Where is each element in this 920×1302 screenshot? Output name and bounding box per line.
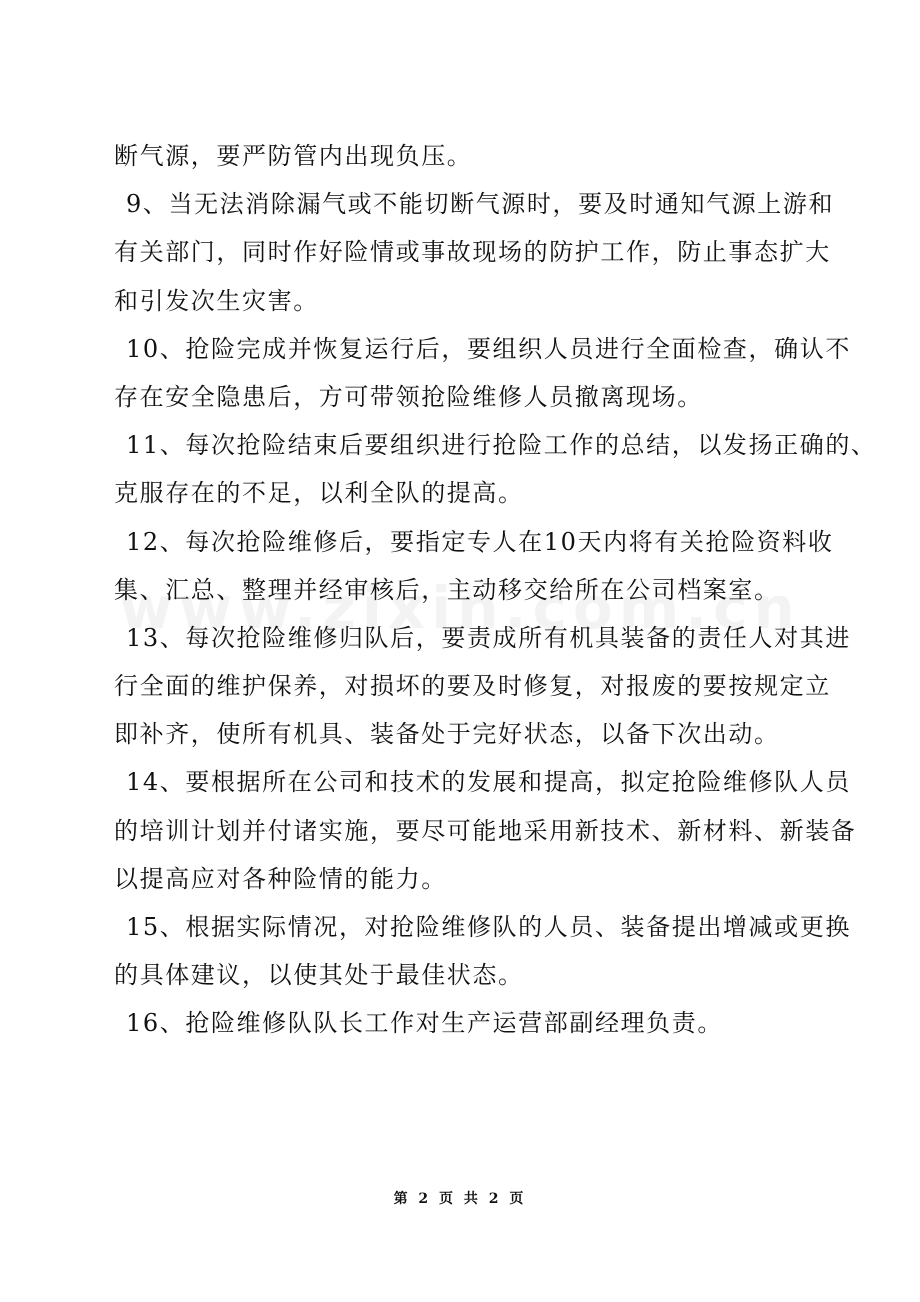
text-line: 16、抢险维修队队长工作对生产运营部副经理负责。 <box>126 1009 723 1038</box>
text-line: 集、汇总、整理并经审核后，主动移交给所在公司档案室。 <box>114 575 780 604</box>
text-line: 行全面的维护保养，对损坏的要及时修复，对报废的要按规定立 <box>114 672 831 701</box>
text-line: 和引发次生灾害。 <box>114 286 319 315</box>
text-line: 10、抢险完成并恢复运行后，要组织人员进行全面检查，确认不 <box>126 334 851 363</box>
text-line: 13、每次抢险维修归队后，要责成所有机具装备的责任人对其进 <box>126 623 851 652</box>
page-footer: 第 2 页 共 2 页 <box>393 1191 527 1207</box>
text-line: 即补齐，使所有机具、装备处于完好状态，以备下次出动。 <box>114 720 780 749</box>
text-line: 9、当无法消除漏气或不能切断气源时，要及时通知气源上游和 <box>126 190 835 219</box>
text-line: 15、根据实际情况，对抢险维修队的人员、装备提出增减或更换 <box>126 913 851 941</box>
text-line: 12、每次抢险维修后，要指定专人在10天内将有关抢险资料收 <box>126 527 834 556</box>
text-line: 的具体建议，以使其处于最佳状态。 <box>114 961 524 990</box>
text-line: 的培训计划并付诸实施，要尽可能地采用新技术、新材料、新装备 <box>114 816 857 845</box>
text-line: 以提高应对各种险情的能力。 <box>114 864 447 893</box>
text-line: 11、每次抢险结束后要组织进行抢险工作的总结，以发扬正确的、 <box>126 431 877 460</box>
document-body <box>114 132 877 1048</box>
text-line: 14、要根据所在公司和技术的发展和提高，拟定抢险维修队人员 <box>126 768 851 797</box>
text-line: 克服存在的不足，以利全队的提高。 <box>114 479 524 508</box>
text-line: 有关部门，同时作好险情或事故现场的防护工作，防止事态扩大 <box>114 238 831 267</box>
text-line: 断气源，要严防管内出现负压。 <box>114 142 473 170</box>
text-line: 存在安全隐患后，方可带领抢险维修人员撤离现场。 <box>114 382 703 411</box>
